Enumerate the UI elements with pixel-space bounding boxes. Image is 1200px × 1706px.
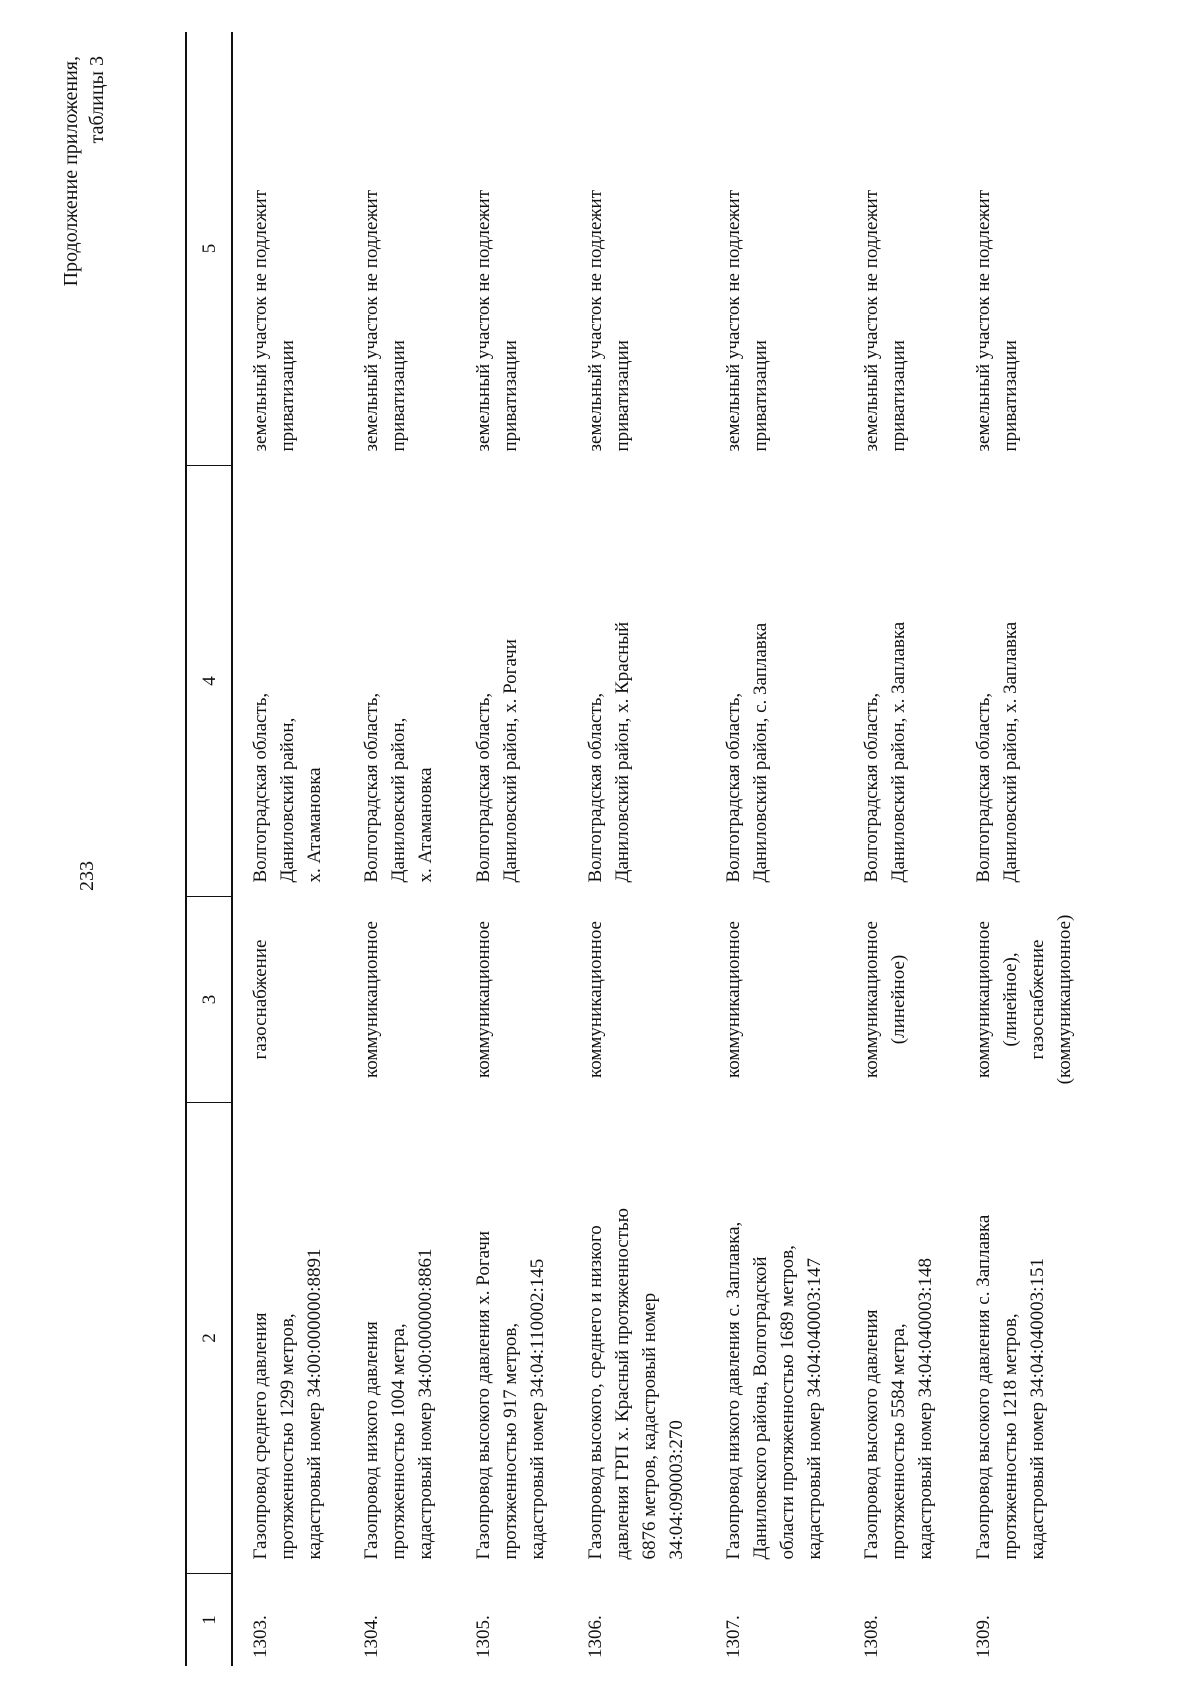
usage-type-line: (коммуникационное) [1054, 914, 1075, 1085]
location-cell [456, 466, 568, 897]
object-name-line: кадастровый номер 34:04:040003:151 [1027, 1258, 1048, 1560]
location-cell [956, 466, 1094, 897]
object-name-line: Газопровод низкого давления [361, 1321, 382, 1560]
note-line: приватизации [277, 340, 298, 452]
table-row [456, 32, 568, 1666]
row-number-cell: 1306. [585, 1615, 606, 1658]
location-line: Волгоградская область, [585, 692, 606, 883]
object-name-line: протяженностью 917 метров, [500, 1322, 521, 1560]
table-row [706, 32, 844, 1666]
location-cell [568, 466, 706, 897]
note-cell [956, 32, 1094, 466]
object-name-line: области протяженностью 1689 метров, [777, 1245, 798, 1560]
usage-type-cell [706, 897, 844, 1103]
usage-type-cell [844, 897, 956, 1103]
usage-type-cell [344, 897, 456, 1103]
note-line: приватизации [612, 340, 633, 452]
continuation-line: таблицы 3 [86, 56, 108, 144]
table-header [186, 32, 232, 1666]
note-line: приватизации [888, 340, 909, 452]
location-line: х. Атамановка [415, 767, 436, 883]
continuation-line: Продолжение приложения, [60, 56, 82, 287]
note-line: земельный участок не подлежит [861, 189, 882, 452]
column-header-5: 5 [186, 32, 232, 466]
location-line: Даниловский район, х. Рогачи [500, 639, 521, 883]
table-row [344, 32, 456, 1666]
row-number-cell: 1304. [361, 1615, 382, 1658]
continuation-note [58, 56, 110, 336]
location-line: Даниловский район, с. Заплавка [750, 622, 771, 883]
object-name-line: протяженностью 1299 метров, [277, 1313, 298, 1560]
usage-type-cell [568, 897, 706, 1103]
table-body [232, 32, 1094, 1666]
usage-type-line: газоснабжение [250, 939, 271, 1060]
location-cell [844, 466, 956, 897]
row-number-cell: 1309. [973, 1615, 994, 1658]
object-name-cell [456, 1103, 568, 1574]
object-name-line: Газопровод высокого давления х. Рогачи [473, 1230, 494, 1560]
row-number-cell: 1305. [473, 1615, 494, 1658]
object-name-line: кадастровый номер 34:04:110002:145 [527, 1258, 548, 1560]
location-line: Даниловский район, х. Красный [612, 621, 633, 883]
usage-type-line: газоснабжение [1027, 939, 1048, 1060]
object-name-cell [232, 1103, 344, 1574]
table-row [956, 32, 1094, 1666]
object-name-cell [844, 1103, 956, 1574]
usage-type-line: (линейное), [1000, 952, 1021, 1047]
note-line: земельный участок не подлежит [473, 189, 494, 452]
usage-type-line: коммуникационное [361, 921, 382, 1079]
column-header-4: 4 [186, 466, 232, 897]
note-line: земельный участок не подлежит [250, 189, 271, 452]
object-name-cell [568, 1103, 706, 1574]
object-name-line: кадастровый номер 34:04:040003:148 [915, 1258, 936, 1560]
location-cell [344, 466, 456, 897]
location-line: Даниловский район, х. Заплавка [888, 621, 909, 883]
usage-type-cell [956, 897, 1094, 1103]
note-line: земельный участок не подлежит [973, 189, 994, 452]
object-name-line: Газопровод среднего давления [250, 1312, 271, 1560]
object-name-line: Газопровод высокого давления с. Заплавка [973, 1214, 994, 1560]
note-line: приватизации [500, 340, 521, 452]
object-name-line: 6876 метров, кадастровый номер [639, 1292, 660, 1560]
usage-type-line: (линейное) [888, 954, 909, 1045]
location-line: Даниловский район, [388, 717, 409, 883]
object-name-line: протяженностью 1004 метра, [388, 1323, 409, 1560]
note-line: приватизации [750, 340, 771, 452]
object-name-line: протяженностью 5584 метра, [888, 1323, 909, 1560]
location-line: Даниловский район, х. Заплавка [1000, 621, 1021, 883]
row-number-cell: 1303. [250, 1615, 271, 1658]
column-header-3: 3 [186, 897, 232, 1103]
location-line: х. Атамановка [304, 767, 325, 883]
location-line: Волгоградская область, [473, 692, 494, 883]
note-line: земельный участок не подлежит [585, 189, 606, 452]
usage-type-line: коммуникационное [473, 921, 494, 1079]
location-line: Волгоградская область, [361, 692, 382, 883]
note-cell [344, 32, 456, 466]
note-cell [232, 32, 344, 466]
usage-type-cell [456, 897, 568, 1103]
usage-type-line: коммуникационное [973, 921, 994, 1079]
object-name-cell [344, 1103, 456, 1574]
note-cell [568, 32, 706, 466]
table-row [232, 32, 344, 1666]
table-row [844, 32, 956, 1666]
location-line: Волгоградская область, [861, 692, 882, 883]
object-name-cell [956, 1103, 1094, 1574]
note-cell [844, 32, 956, 466]
note-line: приватизации [1000, 340, 1021, 452]
note-line: земельный участок не подлежит [361, 189, 382, 452]
table-row [568, 32, 706, 1666]
note-cell [706, 32, 844, 466]
usage-type-line: коммуникационное [585, 921, 606, 1079]
usage-type-cell [232, 897, 344, 1103]
object-name-line: протяженностью 1218 метров, [1000, 1313, 1021, 1560]
object-name-line: кадастровый номер 34:04:040003:147 [804, 1258, 825, 1560]
location-line: Волгоградская область, [723, 692, 744, 883]
object-name-line: давления ГРП х. Красный протяженностью [612, 1208, 633, 1560]
object-name-line: Даниловского района, Волгоградской [750, 1256, 771, 1560]
object-name-line: 34:04:090003:270 [666, 1420, 687, 1560]
row-number-cell: 1308. [861, 1615, 882, 1658]
object-name-line: кадастровый номер 34:00:000000:8861 [415, 1248, 436, 1560]
object-name-cell [706, 1103, 844, 1574]
note-line: земельный участок не подлежит [723, 189, 744, 452]
object-name-line: Газопровод низкого давления с. Заплавка, [723, 1221, 744, 1560]
column-header-1: 1 [186, 1574, 232, 1667]
page-number: 233 [76, 861, 98, 891]
object-name-line: кадастровый номер 34:00:000000:8891 [304, 1248, 325, 1560]
usage-type-line: коммуникационное [861, 921, 882, 1079]
location-cell [232, 466, 344, 897]
header-row [186, 32, 232, 1666]
row-number-cell: 1307. [723, 1615, 744, 1658]
location-line: Волгоградская область, [973, 692, 994, 883]
location-line: Даниловский район, [277, 717, 298, 883]
object-name-line: Газопровод высокого, среднего и низкого [585, 1225, 606, 1560]
object-name-line: Газопровод высокого давления [861, 1309, 882, 1560]
location-line: Волгоградская область, [250, 692, 271, 883]
column-header-2: 2 [186, 1103, 232, 1574]
register-table [185, 32, 1094, 1666]
usage-type-line: коммуникационное [723, 921, 744, 1079]
note-cell [456, 32, 568, 466]
location-cell [706, 466, 844, 897]
note-line: приватизации [388, 340, 409, 452]
